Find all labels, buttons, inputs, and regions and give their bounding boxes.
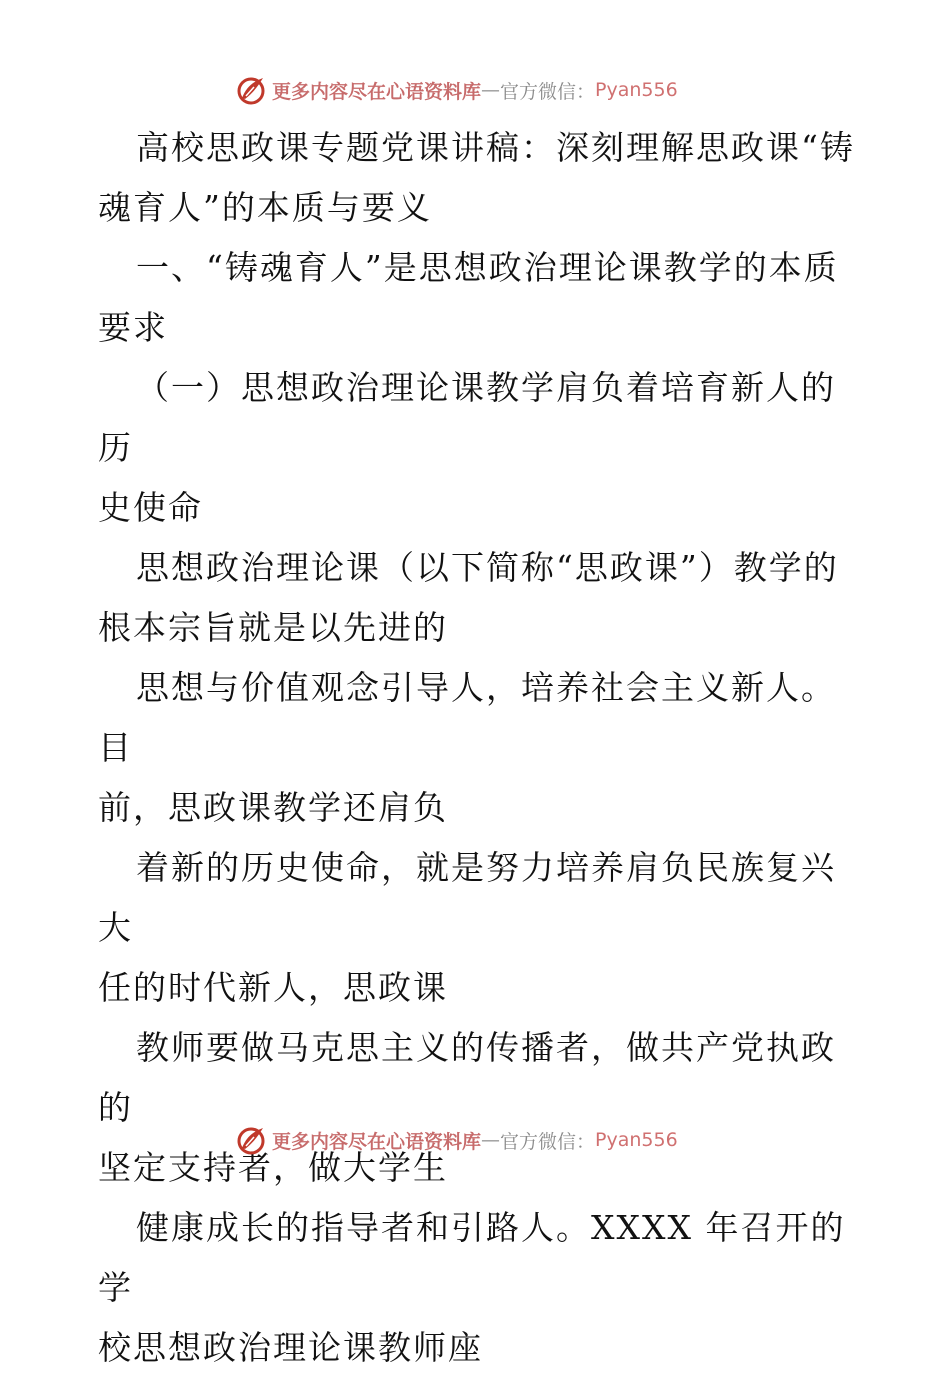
doc-title: 高校思政课专题党课讲稿：深刻理解思政课“铸 魂育人”的本质与要义 — [98, 128, 855, 227]
body-paragraph: 健康成长的指导者和引路人。XXXX 年召开的学 校思想政治理论课教师座 — [98, 1208, 846, 1367]
banner-site-text: 更多内容尽在心语资料库 — [272, 1130, 482, 1153]
body-paragraph: 着新的历史使命，就是努力培养肩负民族复兴大 任的时代新人，思政课 — [98, 848, 836, 1007]
banner-wechat-id: Pyan556 — [595, 79, 678, 101]
body-paragraph: 思想与价值观念引导人，培养社会主义新人。目 前，思政课教学还肩负 — [98, 668, 836, 827]
body-paragraph: 思想政治理论课（以下简称“思政课”）教学的 根本宗旨就是以先进的 — [98, 548, 839, 647]
section-heading: 一、“铸魂育人”是思想政治理论课教学的本质 要求 — [98, 248, 839, 347]
banner-wechat-label: 官方微信： — [500, 80, 596, 103]
body-paragraph: 教师要做马克思主义的传播者，做共产党执政的 坚定支持者，做大学生 — [98, 1028, 836, 1187]
document-body — [98, 118, 858, 1378]
banner-wechat-label: 官方微信： — [500, 1130, 596, 1153]
banner-separator: — — [481, 1129, 501, 1151]
footer-banner — [236, 1123, 678, 1157]
pen-nib-logo-icon — [236, 1124, 268, 1156]
banner-wechat-id: Pyan556 — [595, 1129, 678, 1151]
banner-separator: — — [481, 79, 501, 101]
banner-site-text: 更多内容尽在心语资料库 — [272, 80, 482, 103]
pen-nib-logo-icon — [236, 74, 268, 106]
header-banner — [236, 73, 678, 107]
subsection-heading: （一）思想政治理论课教学肩负着培育新人的历 史使命 — [98, 368, 836, 527]
